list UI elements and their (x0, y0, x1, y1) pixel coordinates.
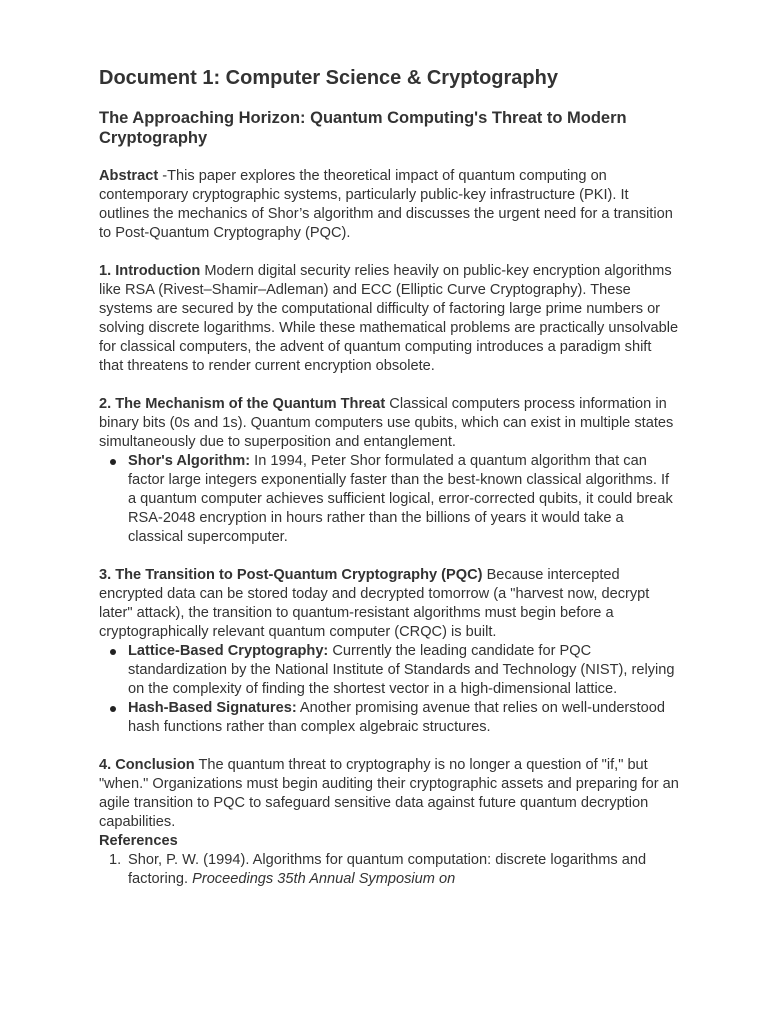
document-page (99, 62, 679, 889)
bullet-list (99, 642, 679, 737)
section-conclusion (99, 756, 679, 832)
reference-text: Shor, P. W. (1994). Algorithms for quantum computation: discrete logarithms and factoring. (128, 852, 647, 887)
list-item (99, 699, 679, 737)
section-transition (99, 566, 679, 642)
section-heading: 1. Introduction (99, 263, 201, 279)
bullet-icon (110, 649, 116, 655)
abstract-text: -This paper explores the theoretical impact of quantum computing on contemporary cryptographic systems, particularly public-key infrastructure (PKI). It outlines the mechanics of Shor’s algorithm and discusses the urgent need for a transition to Post-Quantum Cryptography (PQC). (99, 168, 673, 241)
abstract-label: Abstract (99, 168, 159, 184)
references-list (99, 851, 679, 889)
list-item (99, 452, 679, 547)
bullet-text: In 1994, Peter Shor formulated a quantum algorithm that can factor large integers exponentially faster than the best-known classical algorithms. If a quantum computer achieves sufficient logical, error-corrected qubits, it could break RSA-2048 encryption in hours rather than the billions of years it would take a classical supercomputer. (128, 453, 673, 545)
spacer (99, 243, 679, 262)
bullet-list (99, 452, 679, 547)
section-heading: 4. Conclusion (99, 757, 195, 773)
abstract-paragraph (99, 167, 679, 243)
section-text: Modern digital security relies heavily on public-key encryption algorithms like RSA (Rivest–Shamir–Adleman) and ECC (Elliptic Curve Cryptography). These systems are secured by the computational difficulty of factoring large prime numbers or solving discrete logarithms. While these mathematical problems are practically unsolvable for classical computers, the advent of quantum computing introduces a paradigm shift that threatens to render current encryption obsolete. (99, 263, 679, 374)
paper-title: The Approaching Horizon: Quantum Computing's Threat to Modern Cryptography (99, 109, 627, 147)
section-mechanism (99, 395, 679, 452)
reference-item (99, 851, 679, 889)
section-text: Because intercepted encrypted data can be stored today and decrypted tomorrow (a "harvest now, decrypt later" attack), the transition to quantum-resistant algorithms must begin before a cryptographically relevant quantum computer (CRQC) is built. (99, 567, 650, 640)
reference-number: 1. (109, 852, 122, 868)
bullet-label: Hash-Based Signatures: (128, 700, 297, 716)
list-item (99, 642, 679, 699)
section-introduction (99, 262, 679, 376)
spacer (99, 148, 679, 167)
section-heading: 2. The Mechanism of the Quantum Threat (99, 396, 386, 412)
bullet-text: Currently the leading candidate for PQC standardization by the National Institute of Standards and Technology (NIST), relying on the complexity of finding the shortest vector in a high-dimensional lattice. (128, 643, 675, 697)
bullet-label: Shor's Algorithm: (128, 453, 251, 469)
bullet-label: Lattice-Based Cryptography: (128, 643, 329, 659)
reference-journal: Proceedings 35th Annual Symposium on (192, 871, 456, 887)
spacer (99, 547, 679, 566)
bullet-icon (110, 706, 116, 712)
references-heading: References (99, 833, 178, 849)
spacer (99, 376, 679, 395)
section-text: The quantum threat to cryptography is no longer a question of "if," but "when." Organizations must begin auditing their cryptographic assets and preparing for an agile transition to PQC to safeguard sensitive data against future quantum decryption capabilities. (99, 757, 679, 830)
section-heading: 3. The Transition to Post-Quantum Cryptography (PQC) (99, 567, 483, 583)
bullet-icon (110, 459, 116, 465)
bullet-text: Another promising avenue that relies on well-understood hash functions rather than complex algebraic structures. (128, 700, 665, 735)
spacer (99, 737, 679, 756)
document-title: Document 1: Computer Science & Cryptography (99, 67, 558, 89)
section-text: Classical computers process information in binary bits (0s and 1s). Quantum computers use qubits, which can exist in multiple states simultaneously due to superposition and entanglement. (99, 396, 674, 450)
